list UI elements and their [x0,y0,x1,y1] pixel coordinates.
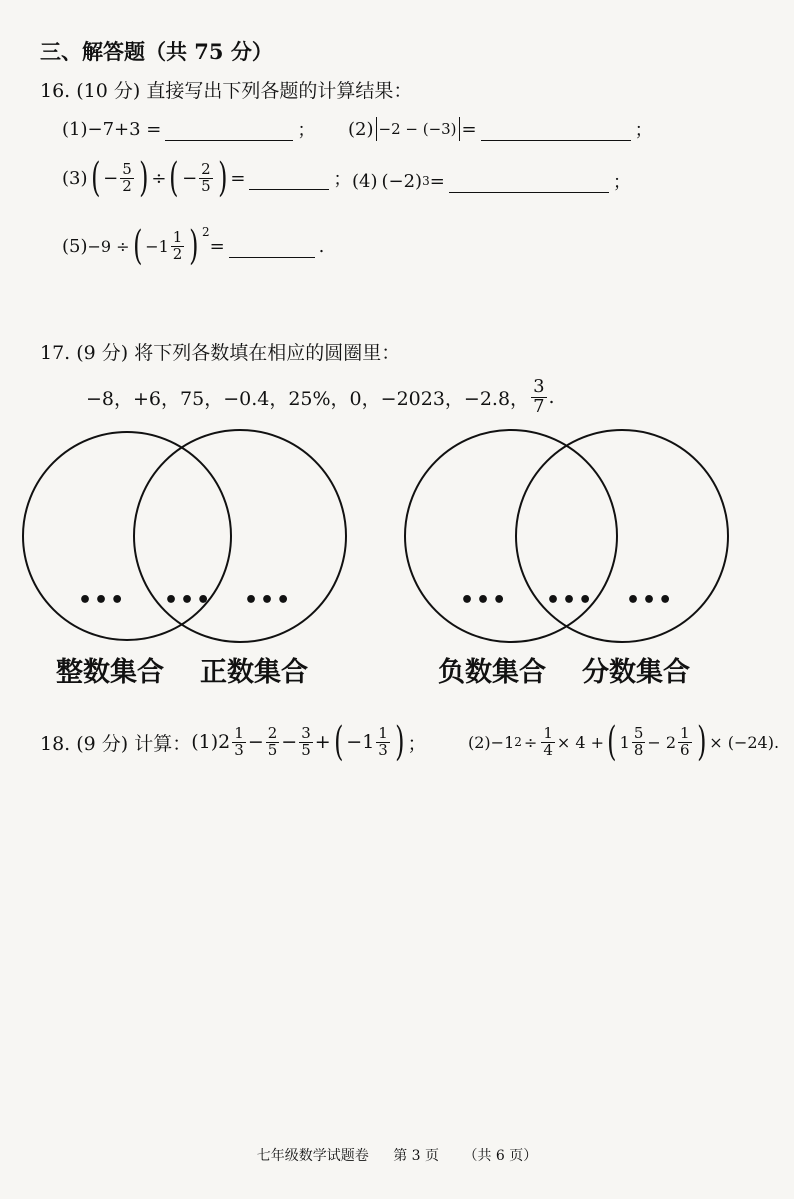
q18-p1-frac-c: $\frac{3}{5}$ [301,723,311,759]
q17-title: 17. (9 分) 将下列各数填在相应的圆圈里： [40,342,401,364]
venn1-right-dots[interactable]: ••• [244,588,293,613]
q18-p1-frac-d: $\frac{1}{3}$ [378,723,388,759]
q18-p2-div: ÷ [523,732,538,752]
q18-p1-end: ； [407,732,427,755]
q16-p3-minus2: − [182,167,198,189]
q18-p2-frac-b: $\frac{5}{8}$ [633,723,644,759]
q18-p2-whole1: 1 [619,732,630,752]
paren-close: ) [217,155,228,201]
q16-p2-expr: −2 − (−3) [378,120,457,138]
q16-p5-end: . [318,235,325,257]
q16-p3-label: (3) [62,167,88,189]
q16-p5-frac: $\frac{1}{2}$ [172,227,183,263]
q16-p2-eq: = [461,118,477,140]
q16-p4-eq: = [429,170,445,192]
q18-p1-label: (1) [191,731,219,753]
q18-p1-whole2: −1 [346,731,375,753]
q16-p3-end: ； [333,169,352,190]
q16-p5-label: (5) [62,235,88,257]
q16-p1-label: (1) [62,118,88,140]
q16-p5-expr: −9 ÷ [87,236,130,256]
q16-p2-label: (2) [348,118,374,140]
venn1-middle-dots[interactable]: ••• [164,588,213,613]
q18-part1 [40,719,427,765]
q16-p3-frac1: $\frac{5}{2}$ [122,159,132,195]
q18-p2-end: . [773,732,780,752]
q18-p1-whole1: 2 [218,731,231,753]
q16-p1-expr: −7+3 = [87,118,162,140]
q18-p2-op: − 2 [647,732,677,752]
q16-p3-eq: = [230,167,246,189]
paren-open: ( [90,155,100,201]
label-integer-set: 整数集合 [56,657,164,688]
label-positive-set: 正数集合 [200,657,308,688]
label-fraction-set: 分数集合 [582,657,690,688]
footer-subject: 七年级数学试题卷 [256,1148,369,1164]
q16-p5-eq: = [209,235,225,257]
q18-p1-frac-b: $\frac{2}{5}$ [267,723,278,759]
q16-title: 16. (10 分) 直接写出下列各题的计算结果： [40,80,413,102]
q18-part2 [468,719,780,765]
section-title: 三、解答题（共 75 分） [40,39,273,64]
paren-close: ) [696,719,707,765]
venn2-right-dots[interactable]: ••• [626,588,675,613]
q18-p2-frac-c: $\frac{1}{6}$ [680,723,690,759]
paren-open: ( [132,223,143,269]
q16-p3-div: ÷ [151,167,167,189]
page-footer [0,1145,794,1165]
q18-p1-op1: − [247,731,264,753]
q16-p5-whole: −1 [145,236,169,256]
q16-p2-end: ； [634,120,653,141]
label-negative-set: 负数集合 [438,657,546,688]
venn2-middle-dots[interactable]: ••• [546,588,595,613]
venn1-left-dots[interactable]: ••• [78,588,127,613]
paren-close: ) [138,155,149,201]
paren-open: ( [333,719,344,765]
footer-page: 第 3 页 [393,1148,439,1164]
q18-p2-mid: × 4 + [556,732,605,752]
q17-numbers: −8，+6，75，−0.4，25%，0，−2023，−2.8， [86,387,530,410]
q18-p1-op2: − [281,731,298,753]
q17-fraction: $\frac{3}{7}$ [533,376,545,417]
q16-p4-label: (4) [352,170,378,192]
venn2-left-dots[interactable]: ••• [460,588,509,613]
q16-p3-frac2: $\frac{2}{5}$ [201,159,211,195]
q16-p4-exp: 3 [422,174,430,188]
q18-p2-label: (2) [468,732,491,752]
q16-p5-exp: 2 [201,225,210,239]
q18-p2-frac-a: $\frac{1}{4}$ [543,723,553,759]
q18-p1-op3: + [314,731,331,753]
q17-end: . [548,386,555,409]
q18-p1-frac-a: $\frac{1}{3}$ [234,723,244,759]
q18-p2-tail: × (−24) [709,732,774,752]
footer-total: （共 6 页） [463,1148,538,1164]
q16-p1-end: ； [297,120,316,141]
paren-close: ) [189,223,199,269]
q16-p3-minus1: − [103,167,119,189]
q18-p2-start: −1 [490,732,515,752]
paren-open: ( [169,155,179,201]
q18-p2-exp: 2 [514,735,522,749]
paren-open: ( [607,719,617,765]
q16-p4-end: ； [612,172,631,193]
paren-close: ) [394,719,405,765]
q16-p4-expr: (−2) [381,170,423,192]
q18-title: 18. (9 分) 计算： [40,732,192,755]
